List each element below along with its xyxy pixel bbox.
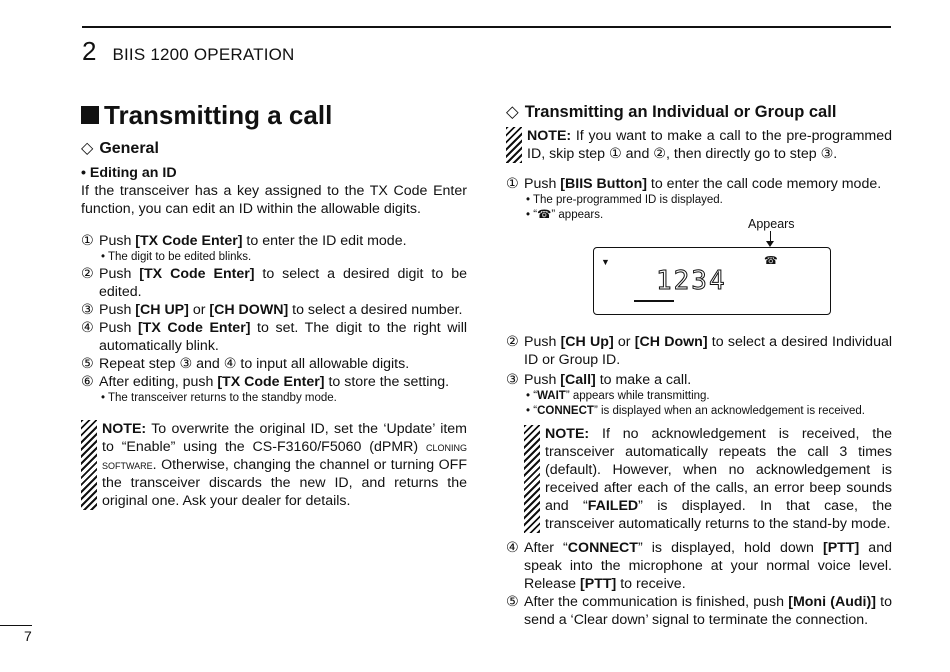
step-5: ⑤ Repeat step ③ and ④ to input all allowable digits. — [81, 356, 410, 372]
step-6: ⑥ After editing, push [TX Code Enter] to store the setting. — [81, 374, 450, 390]
subsection-title: General — [99, 140, 159, 157]
diamond-icon: ◇ — [81, 140, 94, 157]
step-number: ③ — [506, 372, 519, 388]
subsection-title: Transmitting an Individual or Group call — [524, 103, 837, 121]
step-number: ① — [81, 233, 94, 249]
cursor-underline — [634, 300, 674, 302]
key-label: [TX Code Enter] — [135, 233, 243, 249]
step-number: ④ — [506, 540, 519, 556]
intro-paragraph: If the transceiver has a key assigned to the TX Code Enter function, you can edit an ID within the allowable digits. — [81, 183, 467, 217]
left-column — [81, 98, 467, 510]
step-2: ② Push [CH Up] or [CH Down] to select a desired Individual ID or Group ID. — [506, 334, 893, 368]
diamond-icon: ◇ — [506, 103, 519, 121]
step-3-sub-1: • “WAIT” appears while transmitting. — [526, 390, 710, 402]
antenna-icon: ▼ — [601, 257, 610, 267]
note-hatch-icon — [506, 127, 522, 163]
phone-icon: ☎ — [764, 255, 778, 267]
step-number: ⑤ — [506, 594, 519, 610]
step-1: ① Push [TX Code Enter] to enter the ID edit mode. — [81, 233, 407, 249]
note-box-2: NOTE: If no acknowledgement is received, the transceiver automatically repeats the call 3 times (default). However, when no acknowledgement is received after each of the calls, an error beep sounds and “FAILED” is displayed. In that case, the transceiver automatically returns to the stand-by mode. — [524, 425, 892, 533]
subsection-heading — [506, 101, 892, 123]
key-label: [CH Up] — [560, 334, 614, 350]
step-1-sub-1: • The pre-programmed ID is displayed. — [526, 194, 723, 206]
key-label: [PTT] — [822, 540, 860, 556]
note-label: NOTE: — [545, 426, 590, 442]
step-1-sub-2: • “☎” appears. — [526, 209, 604, 221]
step-3-sub-2: • “CONNECT” is displayed when an acknowledgement is received. — [526, 405, 865, 417]
step-5: ⑤ After the communication is finished, push [Moni (Audi)] to send a ‘Clear down’ signal to terminate the connection. — [506, 594, 892, 628]
footer-rule — [0, 625, 32, 626]
step-6-sub: • The transceiver returns to the standby mode. — [101, 392, 337, 404]
step-number: ⑤ — [81, 356, 94, 372]
note-box: NOTE: To overwrite the original ID, set the ‘Update’ item to “Enable” using the CS-F3160/F5060 (dPMR) cloning software. Otherwise, changing the channel or turning OFF the transceiver discards the new ID, and returns the original one. Ask your dealer for details. — [81, 420, 467, 510]
lcd-display — [593, 247, 831, 315]
chapter-title: BIIS 1200 OPERATION — [112, 45, 295, 64]
key-label: [CH Down] — [634, 334, 708, 350]
step-number: ③ — [81, 302, 94, 318]
step-1: ① Push [BIIS Button] to enter the call code memory mode. — [506, 176, 882, 192]
section-heading — [81, 98, 467, 132]
software-name: cloning software — [102, 439, 467, 472]
step-3: ③ Push [Call] to make a call. — [506, 372, 692, 388]
step-2: ② Push [TX Code Enter] to select a desired digit to be edited. — [81, 266, 467, 300]
note-label: NOTE: — [527, 128, 572, 144]
appears-label: Appears — [748, 217, 795, 231]
step-3: ③ Push [CH UP] or [CH DOWN] to select a desired number. — [81, 302, 463, 318]
note-label: NOTE: — [102, 421, 147, 437]
bullet-heading: • Editing an ID — [81, 165, 177, 181]
right-column — [506, 101, 892, 629]
step-1-sub: • The digit to be edited blinks. — [101, 251, 252, 263]
note-hatch-icon — [524, 425, 540, 533]
step-number: ⑥ — [81, 374, 94, 390]
key-label: [Moni (Audi)] — [788, 594, 876, 610]
lcd-digits: 1234 — [656, 266, 727, 296]
key-label: [CH DOWN] — [209, 302, 289, 318]
step-4: ④ After “CONNECT” is displayed, hold down [PTT] and speak into the microphone at your normal voice level. Release [PTT] to receive. — [506, 540, 892, 592]
step-number: ④ — [81, 320, 94, 336]
header-rule — [82, 26, 891, 28]
step-number: ② — [81, 266, 94, 282]
step-4: ④ Push [TX Code Enter] to set. The digit to the right will automatically blink. — [81, 320, 467, 354]
square-bullet-icon — [81, 106, 99, 124]
subsection-heading — [81, 138, 467, 160]
note-box: NOTE: If you want to make a call to the pre-programmed ID, skip step ① and ②, then directly go to step ③. — [506, 127, 892, 163]
note-hatch-icon — [81, 420, 97, 510]
chapter-header — [82, 36, 295, 68]
section-title: Transmitting a call — [104, 100, 333, 130]
key-label: [Call] — [560, 372, 596, 388]
lcd-illustration — [506, 215, 892, 325]
key-label: [TX Code Enter] — [217, 374, 325, 390]
key-label: [BIIS Button] — [560, 176, 647, 192]
key-label: [CH UP] — [135, 302, 189, 318]
key-label: [TX Code Enter] — [137, 320, 251, 336]
chapter-number: 2 — [82, 36, 97, 66]
step-number: ② — [506, 334, 519, 350]
step-number: ① — [506, 176, 519, 192]
key-label: [PTT] — [580, 576, 617, 592]
page-number: 7 — [24, 628, 32, 644]
key-label: [TX Code Enter] — [139, 266, 255, 282]
